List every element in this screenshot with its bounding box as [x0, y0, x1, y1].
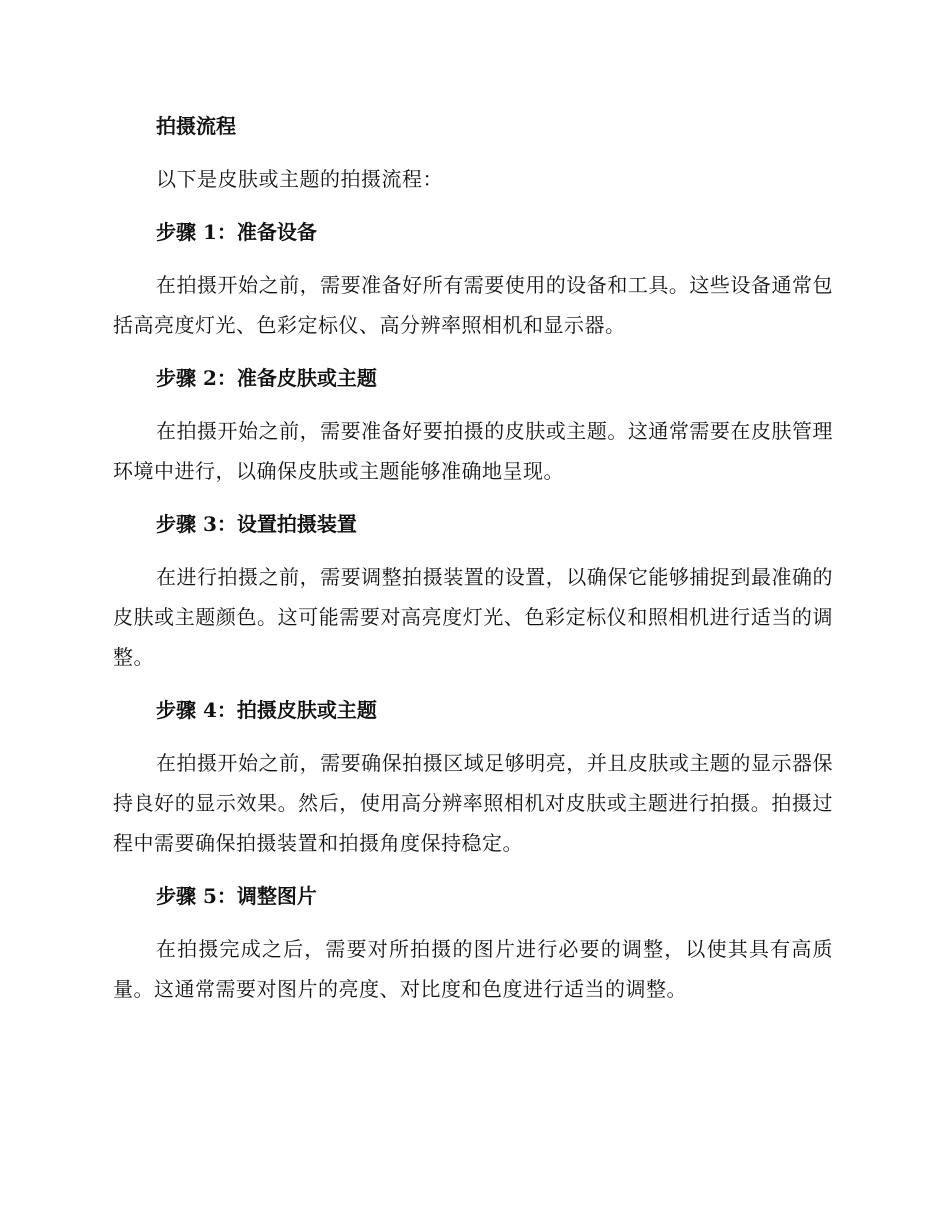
- step-4-body: 在拍摄开始之前，需要确保拍摄区域足够明亮，并且皮肤或主题的显示器保持良好的显示效果。然后，使用高分辨率照相机对皮肤或主题进行拍摄。拍摄过程中需要确保拍摄装置和拍摄角度保持稳定。: [113, 751, 833, 855]
- step-4-section: [113, 690, 833, 876]
- step-2-heading: 步骤 2：准备皮肤或主题: [156, 366, 377, 390]
- document-title: 拍摄流程: [156, 114, 236, 138]
- step-2-body: 在拍摄开始之前，需要准备好要拍摄的皮肤或主题。这通常需要在皮肤管理环境中进行，以确保皮肤或主题能够准确地呈现。: [113, 419, 833, 483]
- step-2-section: [113, 358, 833, 504]
- step-1-heading: 步骤 1：准备设备: [156, 220, 317, 244]
- step-1-section: [113, 212, 833, 358]
- step-1-body: 在拍摄开始之前，需要准备好所有需要使用的设备和工具。这些设备通常包括高亮度灯光、色彩定标仪、高分辨率照相机和显示器。: [113, 273, 833, 337]
- step-5-heading: 步骤 5：调整图片: [156, 884, 317, 908]
- step-3-section: [113, 504, 833, 690]
- step-5-body: 在拍摄完成之后，需要对所拍摄的图片进行必要的调整，以使其具有高质量。这通常需要对图片的亮度、对比度和色度进行适当的调整。: [113, 937, 833, 1001]
- step-3-body: 在进行拍摄之前，需要调整拍摄装置的设置，以确保它能够捕捉到最准确的皮肤或主题颜色。这可能需要对高亮度灯光、色彩定标仪和照相机进行适当的调整。: [113, 565, 833, 669]
- step-5-section: [113, 876, 833, 1009]
- intro-text: 以下是皮肤或主题的拍摄流程：: [156, 167, 443, 191]
- document-body: [113, 106, 833, 1009]
- step-3-heading: 步骤 3：设置拍摄装置: [156, 512, 357, 536]
- step-4-heading: 步骤 4：拍摄皮肤或主题: [156, 698, 377, 722]
